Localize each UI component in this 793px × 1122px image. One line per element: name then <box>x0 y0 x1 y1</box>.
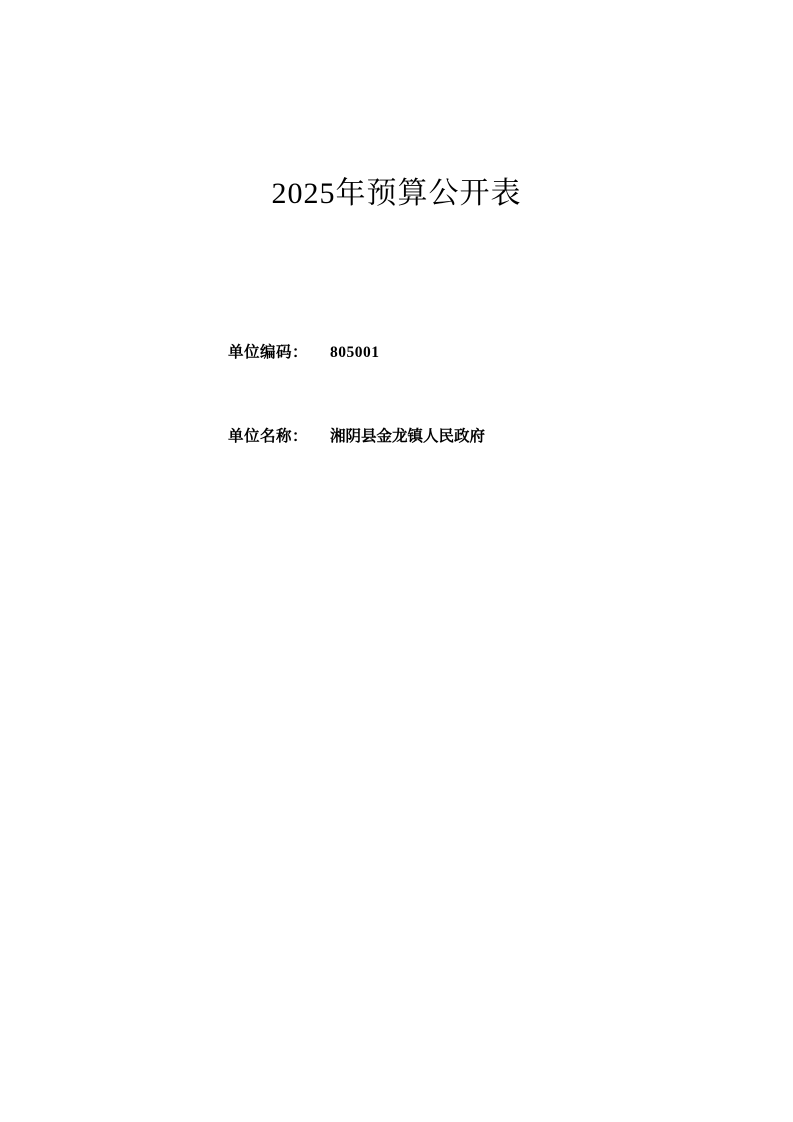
unit-name-label: 单位名称： <box>228 428 309 445</box>
unit-name-value: 湘阴县金龙镇人民政府 <box>330 428 486 445</box>
unit-name-field <box>228 424 748 446</box>
unit-name-row <box>228 424 748 446</box>
unit-code-row <box>228 340 748 362</box>
page-title: 2025年预算公开表 <box>271 177 522 210</box>
unit-code-field <box>228 340 748 362</box>
unit-code-value: 805001 <box>330 344 380 361</box>
unit-code-label: 单位编码： <box>228 344 309 361</box>
